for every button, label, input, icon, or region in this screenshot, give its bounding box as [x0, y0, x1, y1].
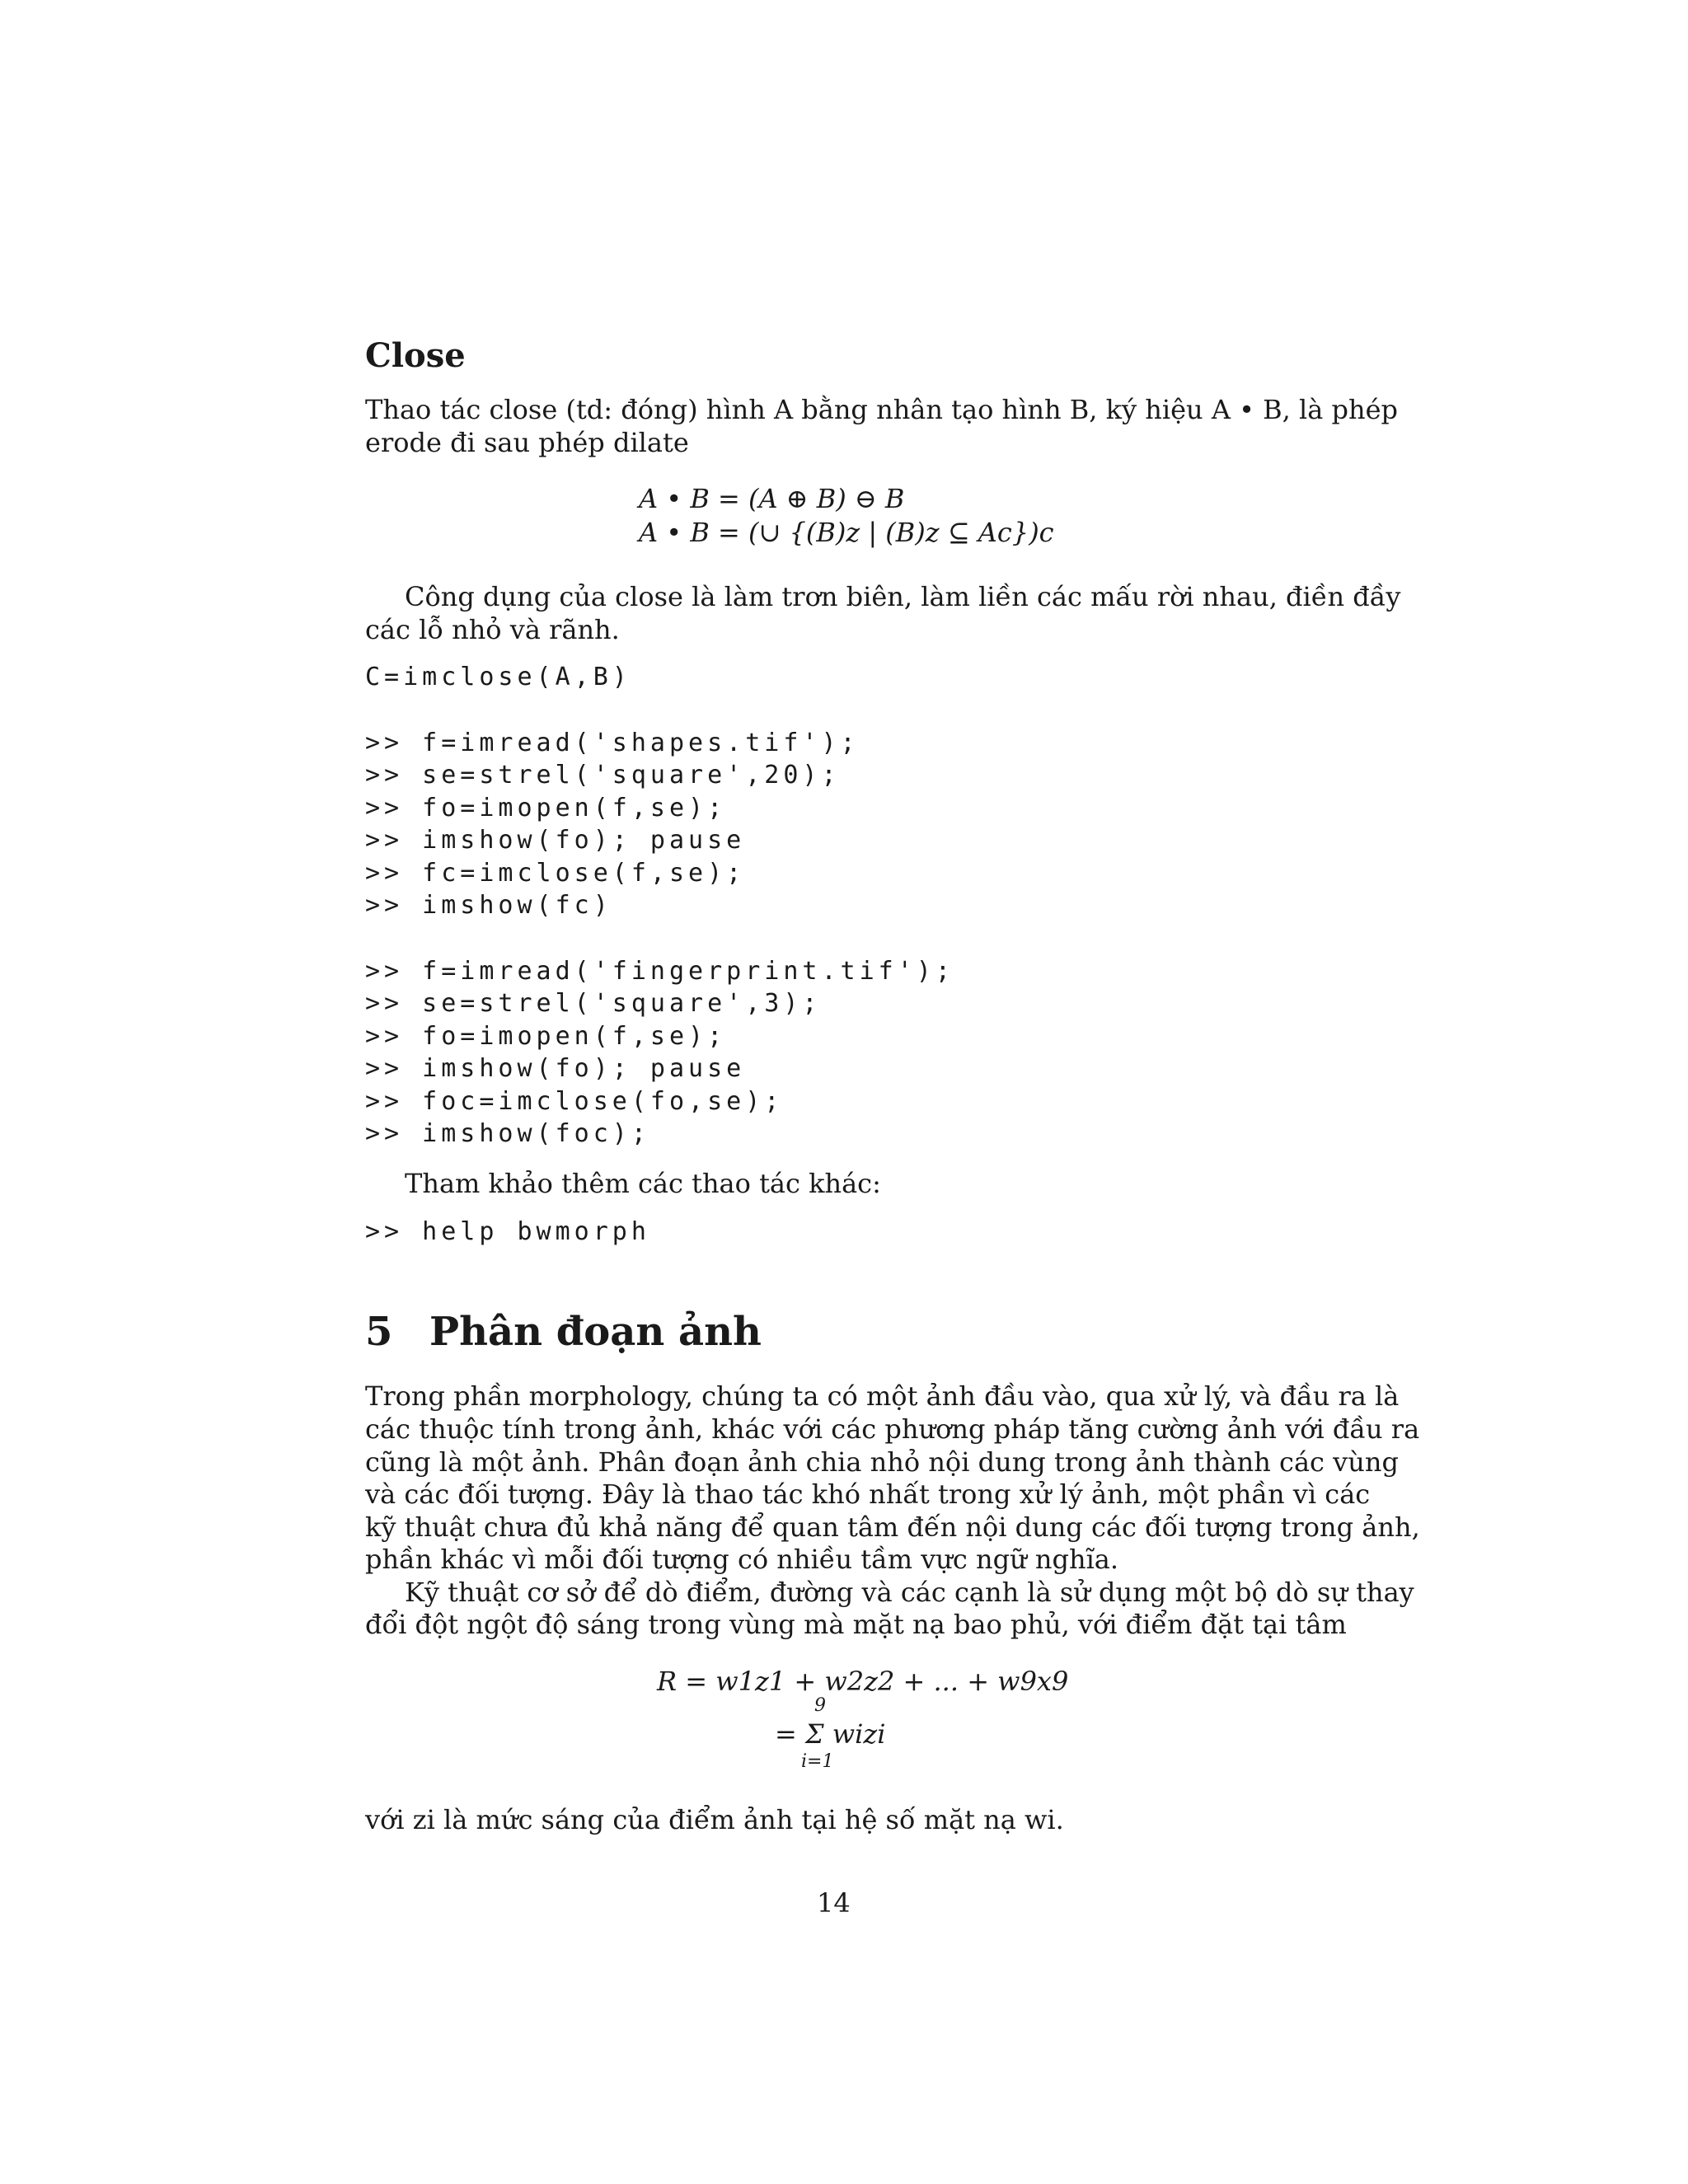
paragraph-line: các thuộc tính trong ảnh, khác với các phương pháp tăng cường ảnh với đầu ra [365, 1413, 1420, 1445]
code-line: >> se=strel('square',20); [365, 761, 841, 790]
paragraph-line: và các đối tượng. Đây là thao tác khó nhất trong xử lý ảnh, một phần vì các [365, 1479, 1371, 1510]
equation-response: R = w1z1 + w2z2 + ... + w9x9 [657, 1666, 1069, 1697]
paragraph-line: với zi là mức sáng của điểm ảnh tại hệ số mặt nạ wi. [365, 1804, 1064, 1835]
paragraph-line: Tham khảo thêm các thao tác khác: [405, 1168, 881, 1199]
equation-closing-set: A • B = (∪ {(B)z | (B)z ⊆ Ac})c [639, 517, 1054, 548]
page-number: 14 [817, 1887, 851, 1919]
paragraph-line: đổi đột ngột độ sáng trong vùng mà mặt nạ bao phủ, với điểm đặt tại tâm [365, 1609, 1347, 1640]
paragraph-line: phần khác vì mỗi đối tượng có nhiều tầm vực ngữ nghĩa. [365, 1544, 1119, 1575]
paragraph-line: Trong phần morphology, chúng ta có một ảnh đầu vào, qua xử lý, và đầu ra là [365, 1380, 1400, 1412]
code-line: >> se=strel('square',3); [365, 989, 822, 1018]
subsection-heading: Close [365, 336, 466, 375]
code-line: >> f=imread('fingerprint.tif'); [365, 957, 954, 986]
paragraph-line: Kỹ thuật cơ sở để dò điểm, đường và các cạnh là sử dụng một bộ dò sự thay [405, 1577, 1414, 1608]
section-number: 5 [365, 1309, 393, 1355]
sum-upper-limit: 9 [814, 1695, 826, 1716]
code-line: >> f=imread('shapes.tif'); [365, 729, 860, 757]
equation-closing-definition: A • B = (A ⊕ B) ⊖ B [639, 483, 905, 514]
code-line: >> imshow(fc) [365, 891, 612, 920]
code-syntax: C=imclose(A,B) [365, 663, 631, 691]
paragraph-line: cũng là một ảnh. Phân đoạn ảnh chia nhỏ nội dung trong ảnh thành các vùng [365, 1446, 1399, 1478]
code-line: >> imshow(fo); pause [365, 826, 746, 855]
code-line: >> fo=imopen(f,se); [365, 794, 727, 823]
sum-lower-limit: i=1 [801, 1751, 834, 1772]
code-line: >> help bwmorph [365, 1217, 650, 1246]
paragraph-line: Công dụng của close là làm trơn biên, làm liền các mấu rời nhau, điền đầy [405, 581, 1401, 612]
section-title: Phân đoạn ảnh [429, 1309, 762, 1355]
code-line: >> fo=imopen(f,se); [365, 1022, 727, 1051]
code-line: >> imshow(foc); [365, 1119, 650, 1148]
paragraph-line: các lỗ nhỏ và rãnh. [365, 614, 620, 645]
code-line: >> foc=imclose(fo,se); [365, 1087, 784, 1116]
paragraph-line: erode đi sau phép dilate [365, 427, 689, 458]
code-line: >> fc=imclose(f,se); [365, 859, 746, 888]
code-line: >> imshow(fo); pause [365, 1054, 746, 1083]
paragraph-line: Thao tác close (td: đóng) hình A bằng nhân tạo hình B, ký hiệu A • B, là phép [365, 394, 1399, 425]
paragraph-line: kỹ thuật chưa đủ khả năng để quan tâm đến nội dung các đối tượng trong ảnh, [365, 1511, 1420, 1543]
equation-summation: = Σ wizi [775, 1718, 886, 1750]
